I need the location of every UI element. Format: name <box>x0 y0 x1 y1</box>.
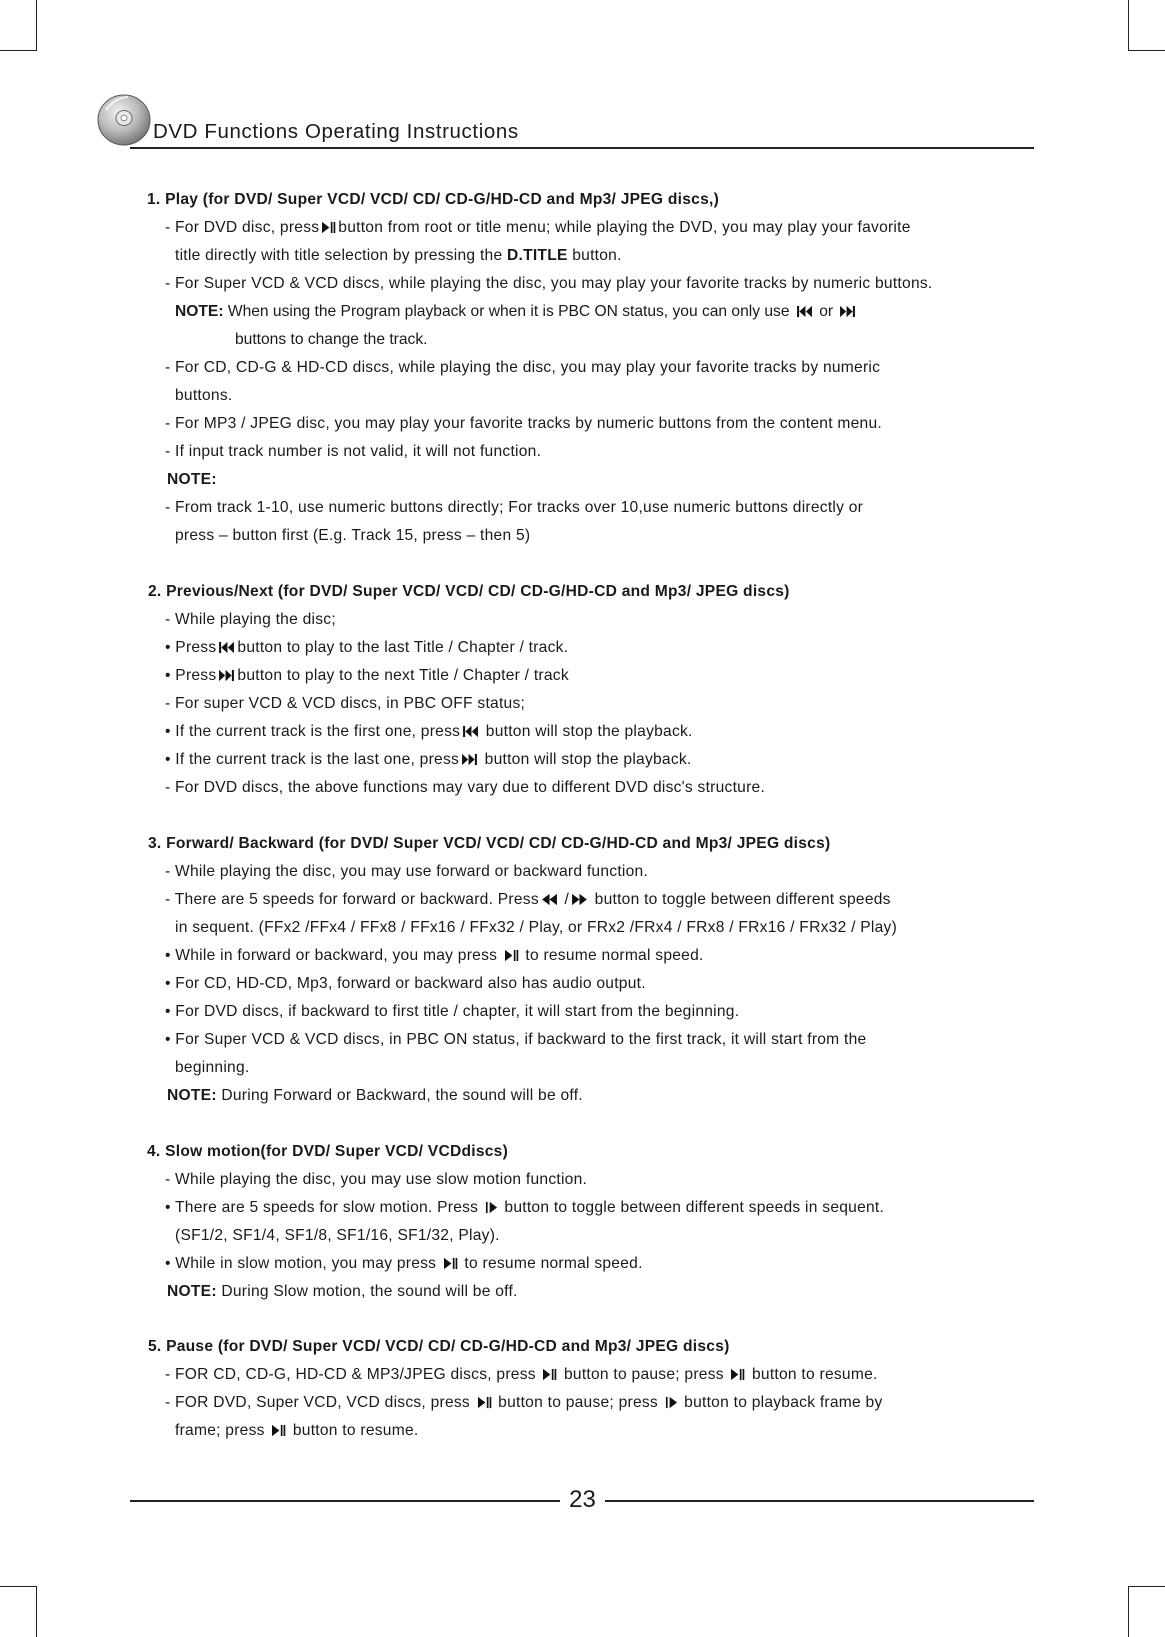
footer-rule-right <box>605 1500 1034 1502</box>
s3-line-4: • While in forward or backward, you may press to resume normal speed. <box>165 947 704 964</box>
s3-line-8: beginning. <box>175 1059 250 1076</box>
section-4-heading: 4. Slow motion(for DVD/ Super VCD/ VCDdiscs) <box>147 1143 509 1160</box>
s2-line-4: - For super VCD & VCD discs, in PBC OFF status; <box>165 695 526 712</box>
skip-next-icon <box>461 753 478 766</box>
play-pause-icon <box>542 1368 557 1381</box>
play-pause-icon <box>730 1368 745 1381</box>
s2-line-5: • If the current track is the first one, press button will stop the playback. <box>165 723 693 740</box>
header-rule <box>130 147 1034 149</box>
skip-next-icon <box>839 305 856 318</box>
slow-motion-icon <box>665 1396 678 1409</box>
skip-previous-icon <box>462 725 479 738</box>
play-pause-icon <box>321 221 336 234</box>
slow-motion-icon <box>485 1201 498 1214</box>
crop-mark-top-left <box>0 0 37 51</box>
s1-line-4: - For CD, CD-G & HD-CD discs, while playing the disc, you may play your favorite tracks by numeric <box>165 359 881 376</box>
s3-line-3: in sequent. (FFx2 /FFx4 / FFx8 / FFx16 / FFx32 / Play, or FRx2 /FRx4 / FRx8 / FRx16 / FRx32 / Play) <box>175 919 898 936</box>
s3-line-7: • For Super VCD & VCD discs, in PBC ON status, if backward to the first track, it will start from the <box>165 1031 867 1048</box>
s1-note-label: NOTE: <box>167 471 217 488</box>
skip-previous-icon <box>796 305 813 318</box>
s2-line-2: • Press button to play to the last Title / Chapter / track. <box>165 639 569 656</box>
s3-line-2: - There are 5 speeds for forward or backward. Press / button to toggle between different speeds <box>165 891 891 908</box>
page-number: 23 <box>569 1486 596 1513</box>
section-2-heading: 2. Previous/Next (for DVD/ Super VCD/ VCD/ CD/ CD-G/HD-CD and Mp3/ JPEG discs) <box>148 583 790 600</box>
s1-line-6: - For MP3 / JPEG disc, you may play your favorite tracks by numeric buttons from the content menu. <box>165 415 882 432</box>
footer-rule-left <box>130 1500 560 1502</box>
s2-line-7: - For DVD discs, the above functions may vary due to different DVD disc's structure. <box>165 779 766 796</box>
s3-line-1: - While playing the disc, you may use forward or backward function. <box>165 863 649 880</box>
play-pause-icon <box>443 1257 458 1270</box>
s4-line-2: • There are 5 speeds for slow motion. Press button to toggle between different speeds in sequent. <box>165 1199 885 1216</box>
rewind-icon <box>541 893 558 906</box>
play-pause-icon <box>504 949 519 962</box>
disc-icon <box>96 88 156 148</box>
crop-mark-bottom-left <box>0 1586 37 1637</box>
s4-note: NOTE: During Slow motion, the sound will be off. <box>167 1283 518 1300</box>
s1-line-9: press – button first (E.g. Track 15, press – then 5) <box>175 527 531 544</box>
s1-note-1: NOTE: When using the Program playback or when it is PBC ON status, you can only use or <box>175 302 858 322</box>
play-pause-icon <box>477 1396 492 1409</box>
s5-line-3: frame; press button to resume. <box>175 1422 419 1439</box>
s5-line-1: - FOR CD, CD-G, HD-CD & MP3/JPEG discs, press button to pause; press button to resume. <box>165 1366 878 1383</box>
s4-line-3: (SF1/2, SF1/4, SF1/8, SF1/16, SF1/32, Play). <box>175 1227 500 1244</box>
s5-line-2: - FOR DVD, Super VCD, VCD discs, press button to pause; press button to playback frame by <box>165 1394 883 1411</box>
crop-mark-bottom-right <box>1128 1586 1165 1637</box>
s2-line-6: • If the current track is the last one, press button will stop the playback. <box>165 751 692 768</box>
s1-line-8: - From track 1-10, use numeric buttons directly; For tracks over 10,use numeric buttons directly or <box>165 499 864 516</box>
skip-next-icon <box>218 669 235 682</box>
crop-mark-top-right <box>1128 0 1165 51</box>
s1-line-1: - For DVD disc, press button from root or title menu; while playing the DVD, you may play your favorite <box>165 219 911 236</box>
play-pause-icon <box>271 1424 286 1437</box>
s4-line-1: - While playing the disc, you may use slow motion function. <box>165 1171 588 1188</box>
page-title: DVD Functions Operating Instructions <box>153 120 519 143</box>
s3-note: NOTE: During Forward or Backward, the sound will be off. <box>167 1087 583 1104</box>
section-1-heading: 1. Play (for DVD/ Super VCD/ VCD/ CD/ CD-G/HD-CD and Mp3/ JPEG discs,) <box>147 191 720 208</box>
fast-forward-icon <box>571 893 588 906</box>
s3-line-6: • For DVD discs, if backward to first title / chapter, it will start from the beginning. <box>165 1003 740 1020</box>
section-3-heading: 3. Forward/ Backward (for DVD/ Super VCD/ VCD/ CD/ CD-G/HD-CD and Mp3/ JPEG discs) <box>148 835 831 852</box>
skip-previous-icon <box>218 641 235 654</box>
s1-note-2: buttons to change the track. <box>235 331 428 348</box>
section-5-heading: 5. Pause (for DVD/ Super VCD/ VCD/ CD/ CD-G/HD-CD and Mp3/ JPEG discs) <box>148 1338 730 1355</box>
s1-line-5: buttons. <box>175 387 233 404</box>
s1-line-7: - If input track number is not valid, it will not function. <box>165 443 542 460</box>
s2-line-1: - While playing the disc; <box>165 611 336 628</box>
s1-line-2: title directly with title selection by pressing the D.TITLE button. <box>175 247 622 264</box>
s3-line-5: • For CD, HD-CD, Mp3, forward or backward also has audio output. <box>165 975 646 992</box>
s4-line-4: • While in slow motion, you may press to resume normal speed. <box>165 1255 643 1272</box>
s1-line-3: - For Super VCD & VCD discs, while playing the disc, you may play your favorite tracks by numeric buttons. <box>165 275 933 292</box>
s2-line-3: • Press button to play to the next Title / Chapter / track <box>165 667 569 684</box>
